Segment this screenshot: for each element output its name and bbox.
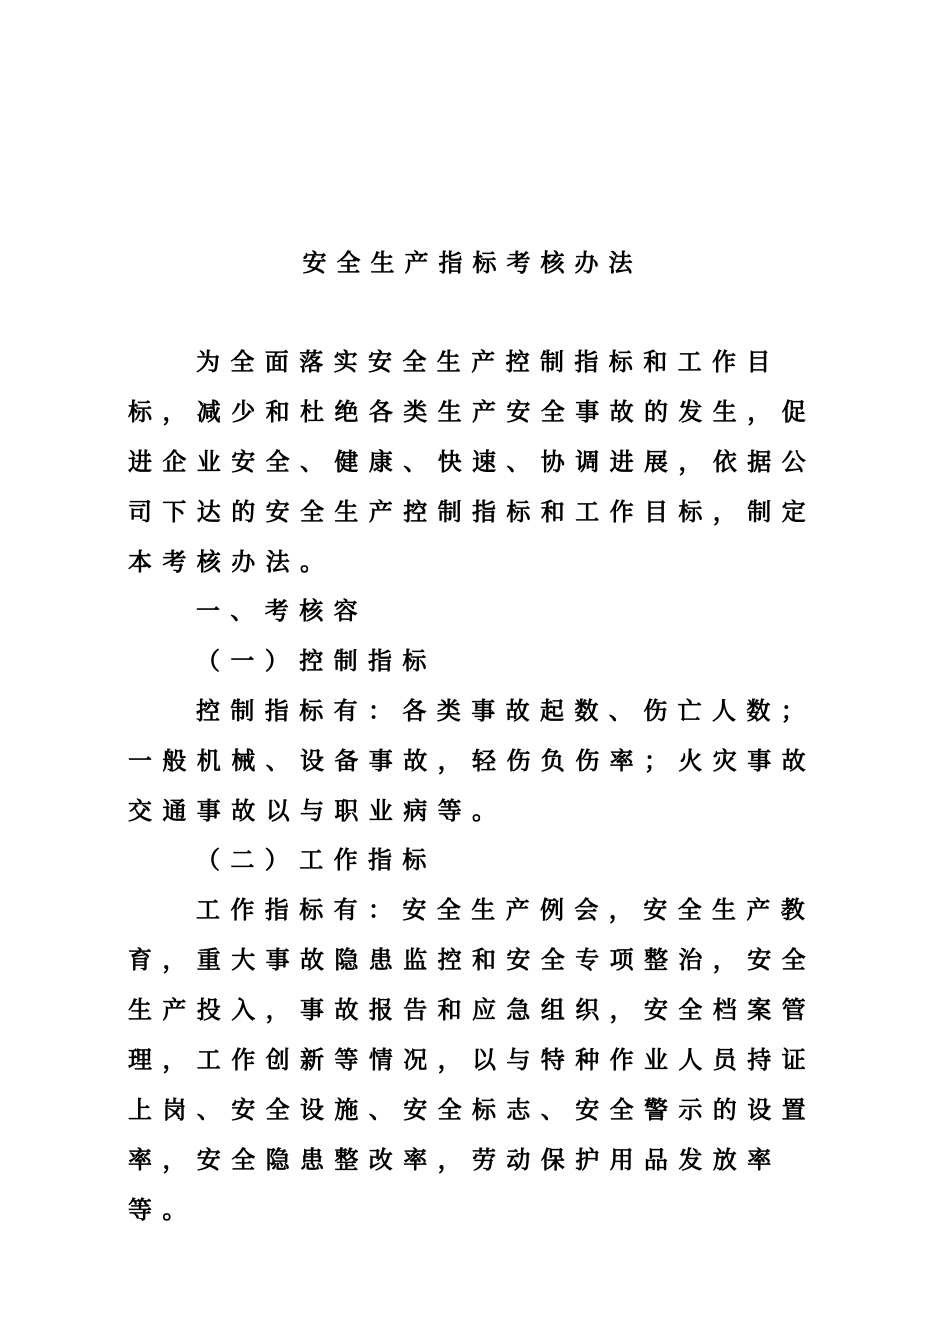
intro-paragraph: 为全面落实安全生产控制指标和工作目标，减少和杜绝各类生产安全事故的发生，促进企业安全、健康、快速、协调进展，依据公司下达的安全生产控制指标和工作目标，制定本考核办法。: [128, 348, 816, 576]
control-indicators-paragraph: 控制指标有：各类事故起数、伤亡人数；一般机械、设备事故，轻伤负伤率；火灾事故交通事故以与职业病等。: [128, 697, 816, 825]
subsection-heading-work-indicators: （二）工作指标: [196, 846, 437, 874]
document-title: 安全生产指标考核办法: [302, 249, 643, 277]
section-heading-assessment-content: 一、考核容: [196, 597, 368, 625]
work-indicators-paragraph: 工作指标有：安全生产例会，安全生产教育，重大事故隐患监控和安全专项整治，安全生产投入，事故报告和应急组织，安全档案管理，工作创新等情况，以与特种作业人员持证上岗、安全设施、安全标志、安全警示的设置率，安全隐患整改率，劳动保护用品发放率等。: [128, 896, 816, 1224]
subsection-heading-control-indicators: （一）控制指标: [196, 647, 437, 675]
